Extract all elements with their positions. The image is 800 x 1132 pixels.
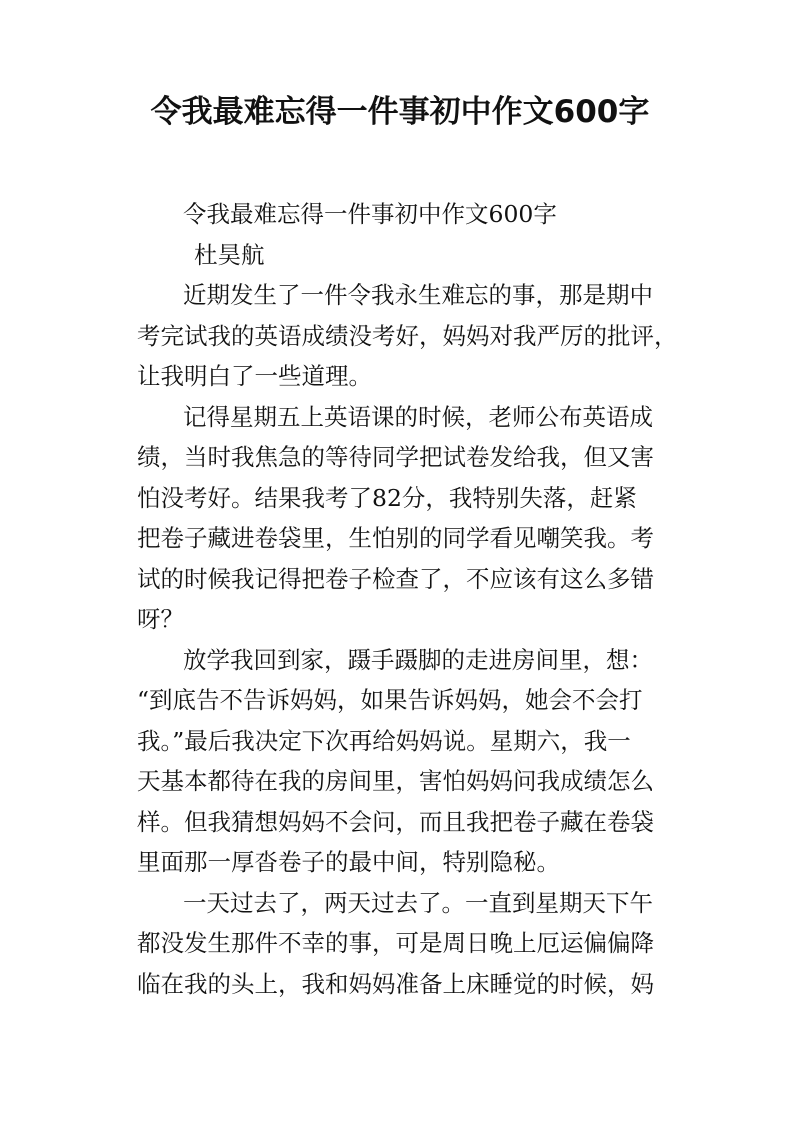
body-text-line: 绩，当时我焦急的等待同学把试卷发给我，但又害: [137, 443, 654, 471]
body-text-line: 天基本都待在我的房间里，害怕妈妈问我成绩怎么: [137, 767, 654, 795]
body-text-line: 一天过去了，两天过去了。一直到星期天下午: [183, 888, 653, 917]
document-subtitle: 令我最难忘得一件事初中作文600字: [183, 200, 557, 228]
author-name: 杜昊航: [194, 240, 265, 269]
body-text-line: 近期发生了一件令我永生难忘的事，那是期中: [183, 281, 653, 309]
body-text-line: 都没发生那件不幸的事，可是周日晚上厄运偏偏降: [137, 929, 654, 957]
body-text-line: 考完试我的英语成绩没考好，妈妈对我严厉的批评，: [137, 321, 678, 350]
body-text-line: 里面那一厚沓卷子的最中间，特别隐秘。: [137, 848, 560, 876]
body-text-line: “到底告不告诉妈妈，如果告诉妈妈，她会不会打: [137, 686, 643, 714]
body-text-line: 记得星期五上英语课的时候，老师公布英语成: [183, 402, 653, 431]
body-text-line: 临在我的头上，我和妈妈准备上床睡觉的时候，妈: [137, 969, 654, 998]
body-text-line: 怕没考好。结果我考了82分，我特别失落，赶紧: [137, 483, 637, 512]
document-title: 令我最难忘得一件事初中作文600字: [150, 94, 650, 130]
document-body: [137, 194, 677, 1004]
body-text-line: 呀？: [137, 605, 184, 633]
body-text-line: 放学我回到家，蹑手蹑脚的走进房间里，想：: [183, 645, 653, 674]
body-text-line: 我。”最后我决定下次再给妈妈说。星期六，我一: [137, 726, 631, 755]
body-text-line: 试的时候我记得把卷子检查了，不应该有这么多错: [137, 564, 654, 593]
body-text-line: 把卷子藏进卷袋里，生怕别的同学看见嘲笑我。考: [137, 524, 654, 552]
body-text-line: 让我明白了一些道理。: [137, 362, 372, 390]
body-text-line: 样。但我猜想妈妈不会问，而且我把卷子藏在卷袋: [137, 807, 654, 836]
